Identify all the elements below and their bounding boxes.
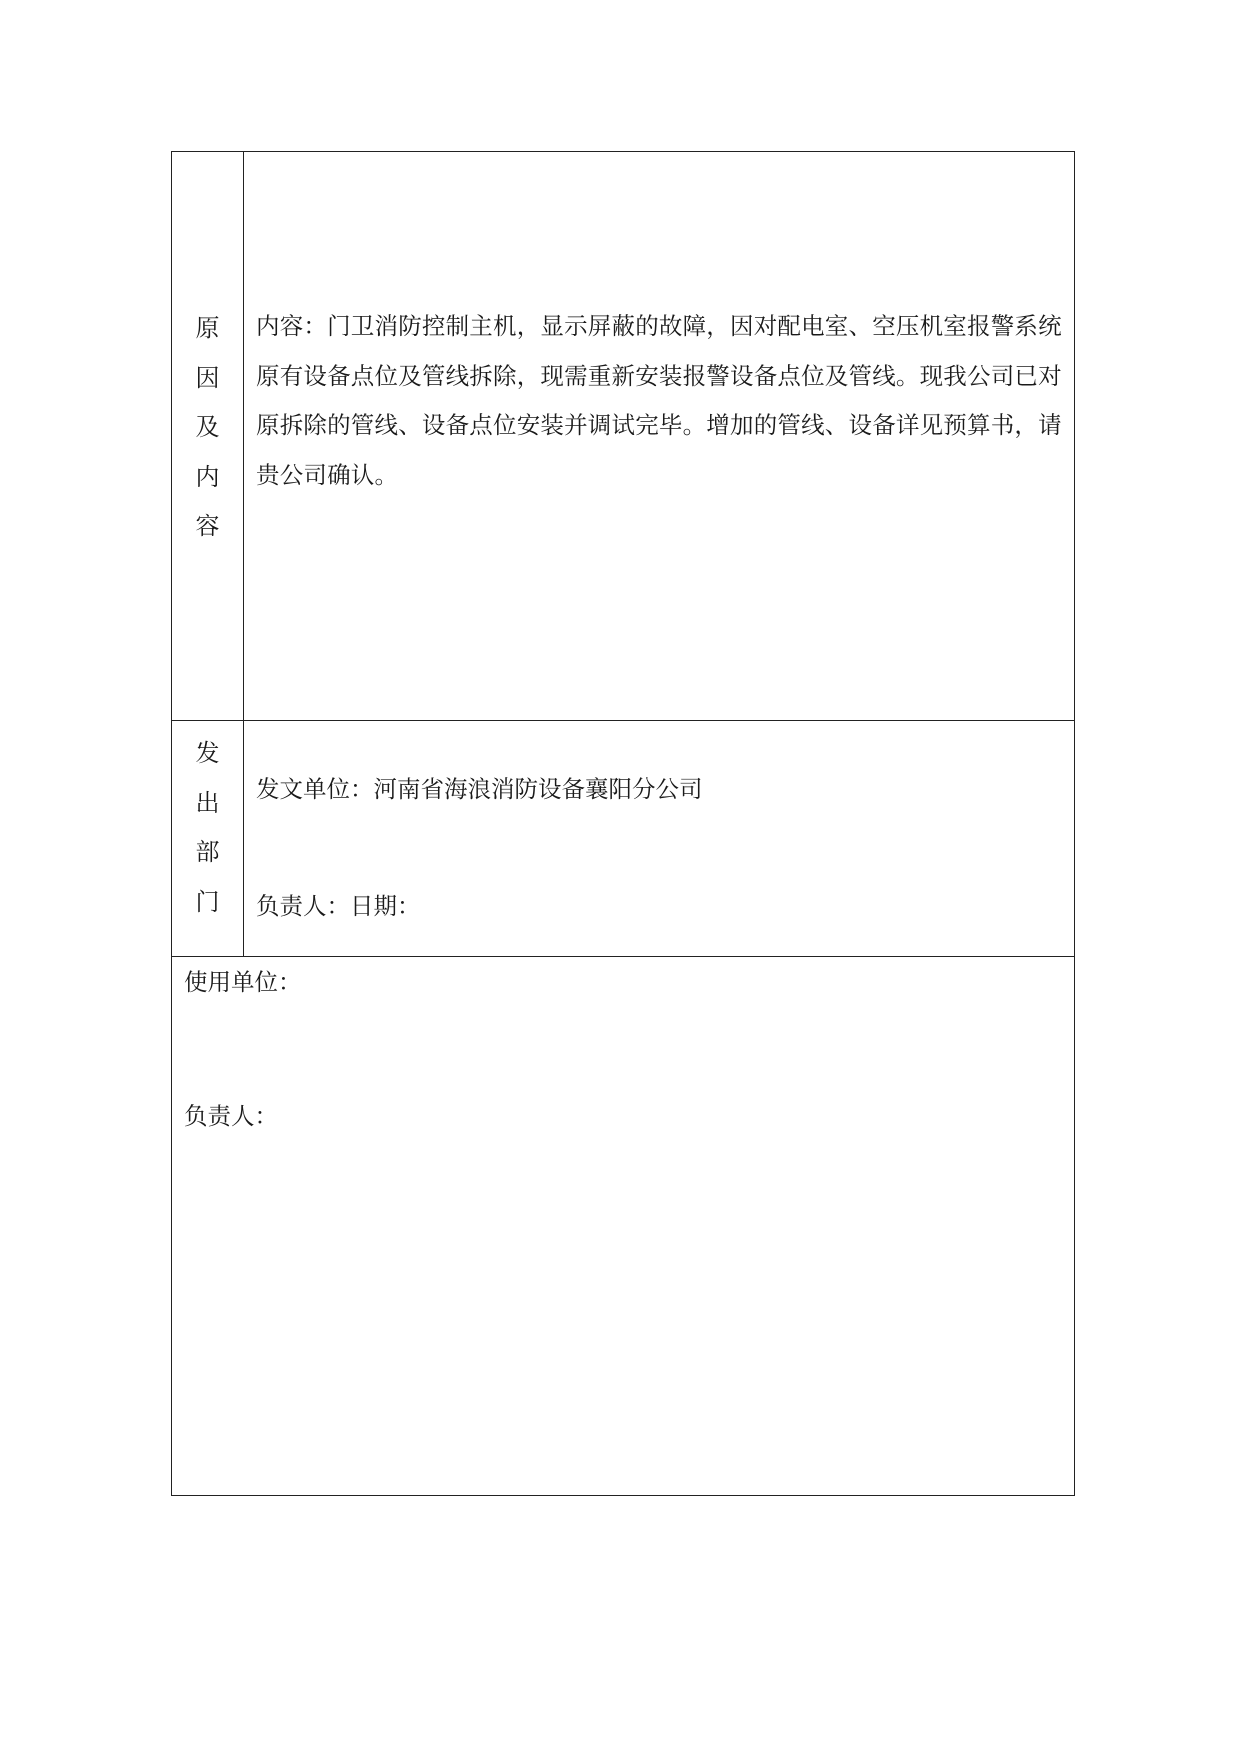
reason-content-text: 内容：门卫消防控制主机，显示屏蔽的故障，因对配电室、空压机室报警系统原有设备点位及管线拆除，现需重新安装报警设备点位及管线。现我公司已对原拆除的管线、设备点位安装并调试完毕。增加的管线、设备详见预算书，请贵公司确认。 [256,312,1062,489]
issuing-dept-label-char: 发 [195,739,220,767]
form-table [171,151,1075,1496]
reason-label-char: 及 [195,413,220,441]
reason-label [172,304,243,552]
reason-label-char: 容 [195,512,220,540]
reason-label-char: 因 [195,363,220,392]
issuing-dept-label-char: 出 [195,788,220,817]
issuing-dept-label-char: 部 [195,838,220,866]
issuing-dept-label-cell [172,721,244,956]
reason-label-cell [172,152,244,720]
issuing-dept-row [172,721,1074,957]
user-unit-label: 使用单位： [184,968,302,996]
reason-row [172,152,1074,721]
issuing-unit-text: 发文单位：河南省海浪消防设备襄阳分公司 [256,775,703,803]
reason-content-cell [244,152,1074,720]
issuing-signature-line: 负责人：日期： [256,892,421,920]
reason-label-char: 原 [195,314,220,342]
issuing-dept-content-cell [244,721,1074,956]
issuing-dept-label [172,729,243,927]
user-signature-label: 负责人： [184,1102,278,1130]
reason-label-char: 内 [195,462,220,491]
user-unit-row [172,957,1074,1495]
issuing-dept-label-char: 门 [195,887,220,916]
